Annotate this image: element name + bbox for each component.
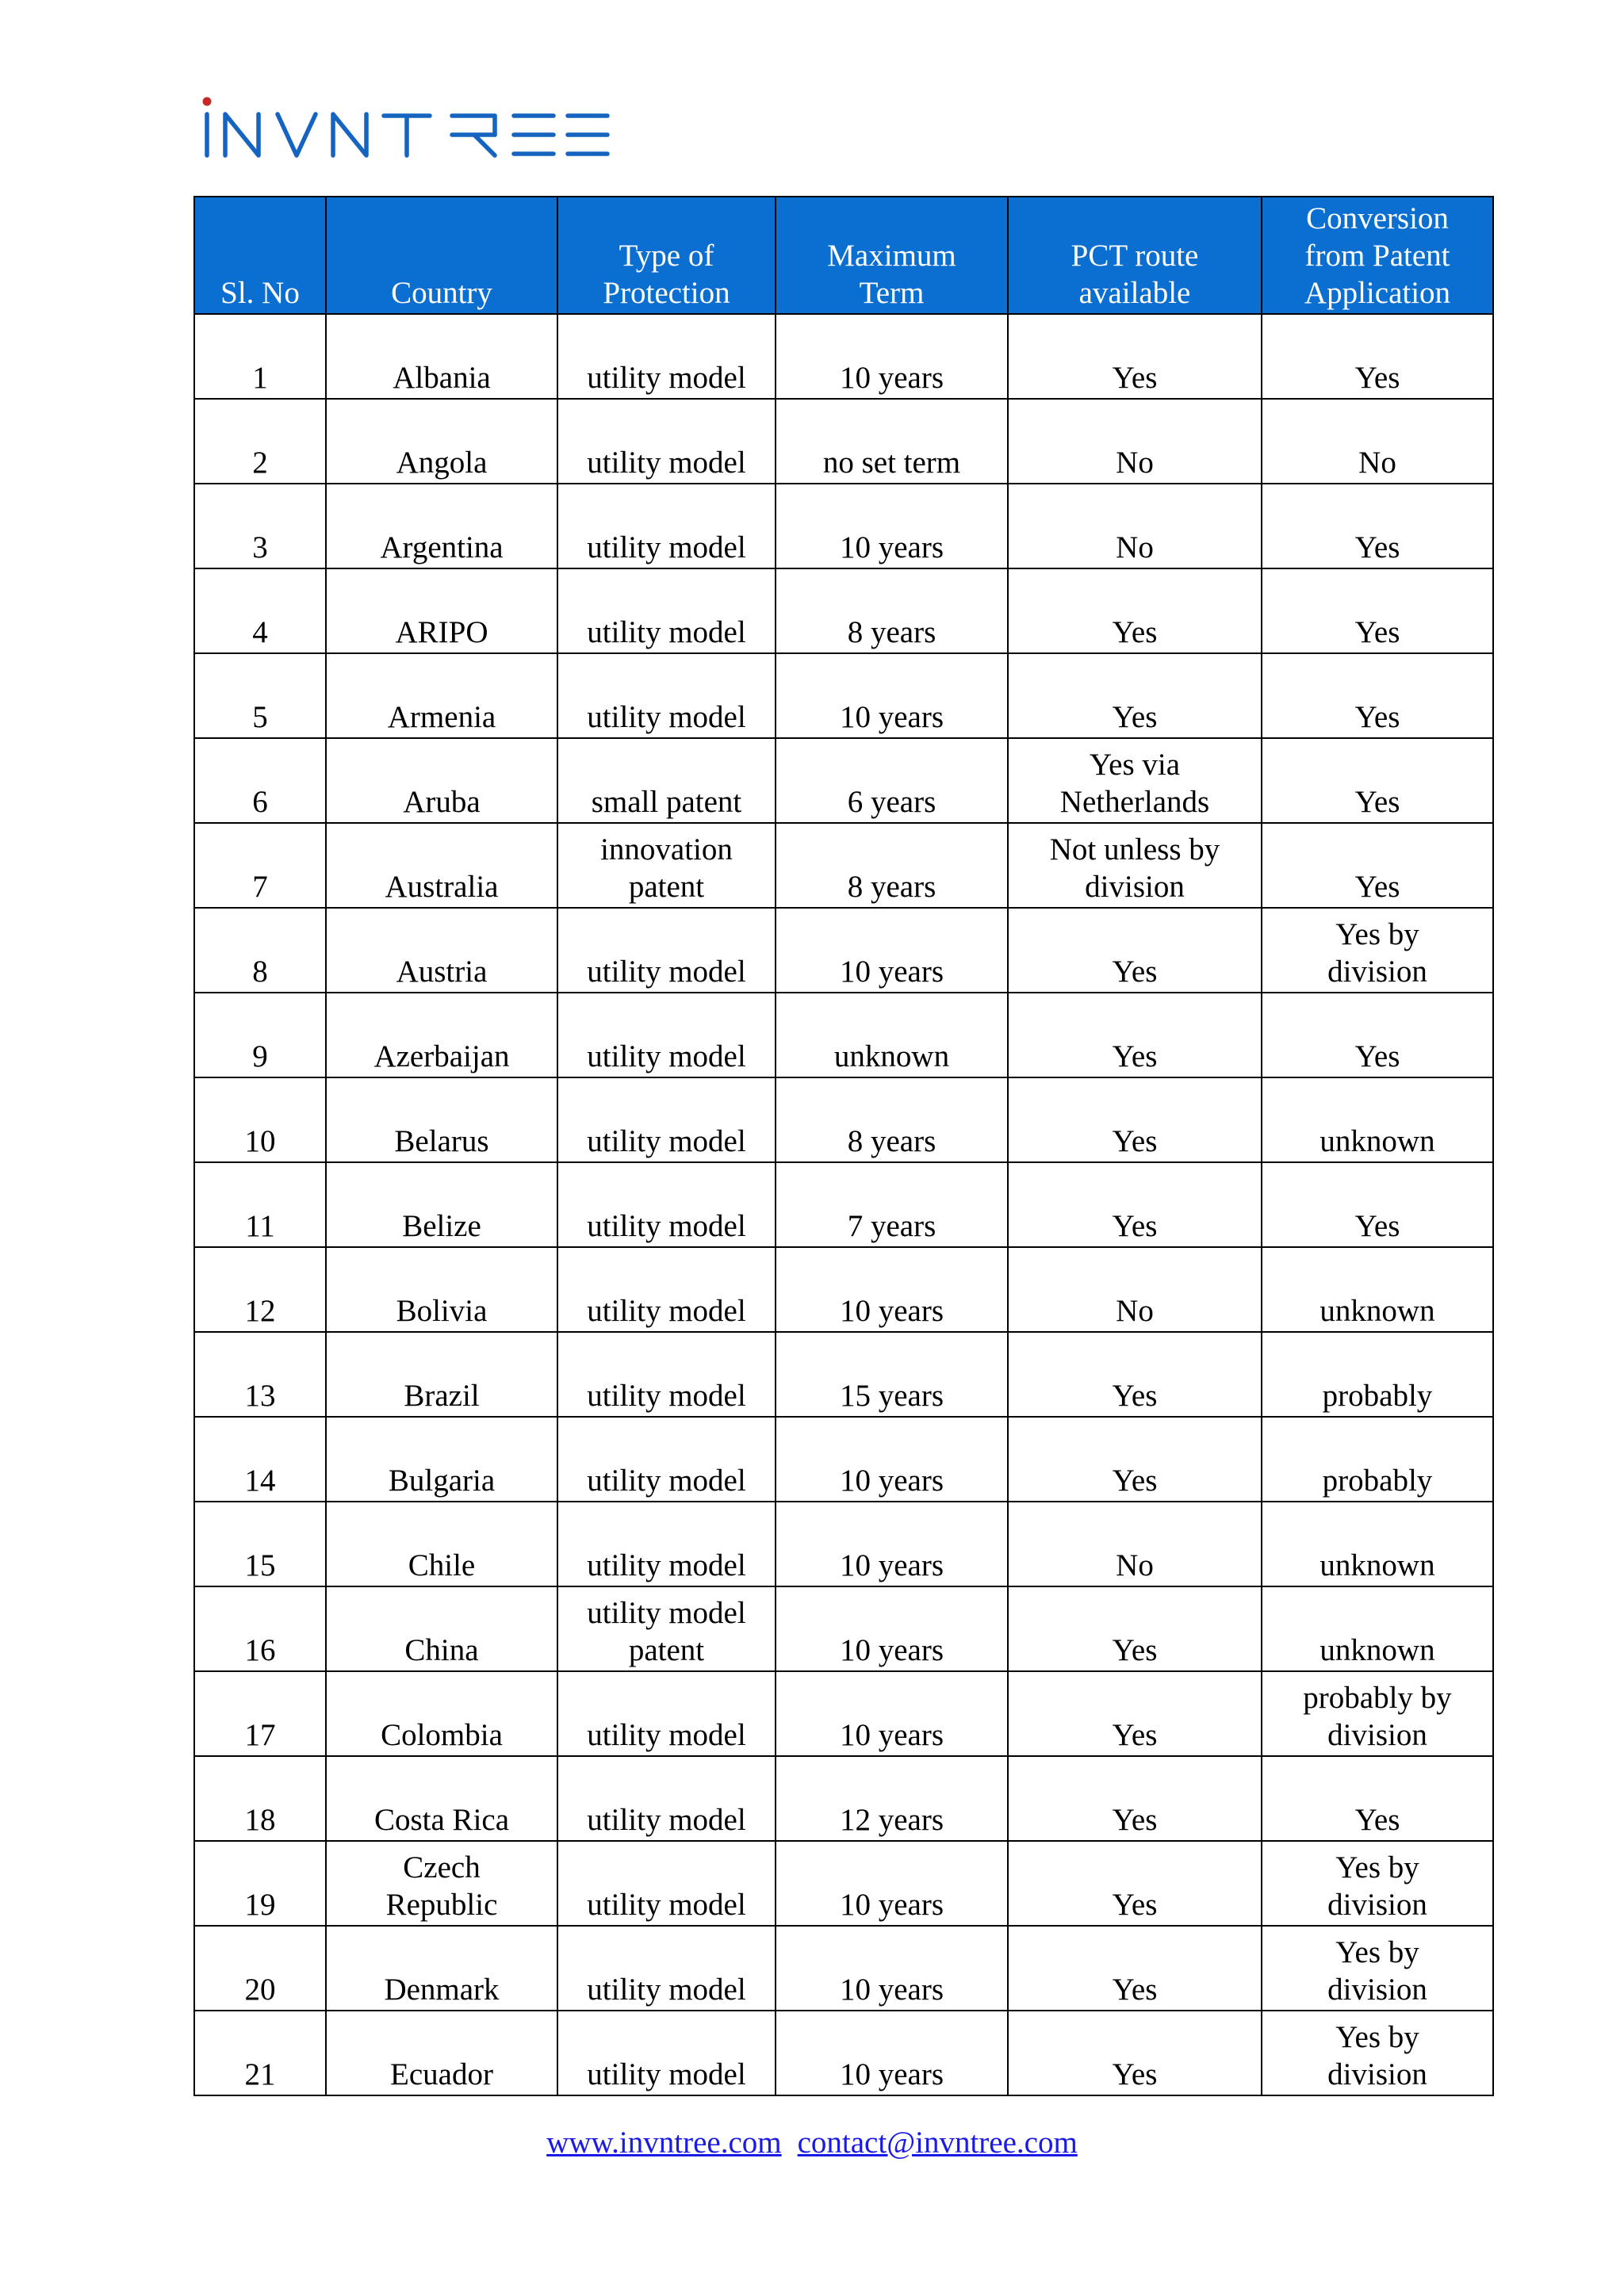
cell-country: Armenia <box>326 653 557 738</box>
cell-conversion: Yes <box>1262 1162 1493 1247</box>
cell-country: Austria <box>326 908 557 993</box>
header-country: Country <box>326 197 557 314</box>
cell-conversion: Yes by division <box>1262 1926 1493 2011</box>
table-row <box>194 1332 1493 1417</box>
cell-sl-no: 7 <box>194 823 326 908</box>
cell-conversion: unknown <box>1262 1502 1493 1586</box>
invntree-logo-icon <box>200 94 612 165</box>
cell-term: 10 years <box>776 653 1008 738</box>
cell-sl-no: 21 <box>194 2011 326 2095</box>
cell-country: Czech Republic <box>326 1841 557 1926</box>
cell-term: 10 years <box>776 908 1008 993</box>
cell-term: 12 years <box>776 1756 1008 1841</box>
cell-term: unknown <box>776 993 1008 1077</box>
cell-pct: Yes <box>1008 653 1262 738</box>
table-row <box>194 823 1493 908</box>
cell-pct: Yes <box>1008 1841 1262 1926</box>
utility-model-table <box>193 196 1494 2096</box>
cell-sl-no: 3 <box>194 484 326 568</box>
cell-type: small patent <box>557 738 776 823</box>
cell-term: 10 years <box>776 484 1008 568</box>
cell-country: Ecuador <box>326 2011 557 2095</box>
cell-country: Albania <box>326 314 557 399</box>
cell-pct: Yes <box>1008 1417 1262 1502</box>
cell-country: Aruba <box>326 738 557 823</box>
cell-sl-no: 18 <box>194 1756 326 1841</box>
cell-conversion: Yes <box>1262 314 1493 399</box>
cell-term: 10 years <box>776 1926 1008 2011</box>
page-footer <box>0 2125 1624 2160</box>
table-row <box>194 908 1493 993</box>
header-conversion: Conversion from Patent Application <box>1262 197 1493 314</box>
cell-conversion: Yes <box>1262 653 1493 738</box>
cell-sl-no: 11 <box>194 1162 326 1247</box>
cell-sl-no: 2 <box>194 399 326 484</box>
cell-pct: Yes <box>1008 993 1262 1077</box>
table-row <box>194 1926 1493 2011</box>
cell-type: utility model <box>557 1926 776 2011</box>
header-type-of-protection: Type of Protection <box>557 197 776 314</box>
cell-pct: No <box>1008 484 1262 568</box>
cell-term: 10 years <box>776 1502 1008 1586</box>
cell-term: 6 years <box>776 738 1008 823</box>
cell-sl-no: 6 <box>194 738 326 823</box>
table-row <box>194 1247 1493 1332</box>
cell-type: utility model <box>557 993 776 1077</box>
cell-type: utility model <box>557 1077 776 1162</box>
cell-term: 10 years <box>776 1671 1008 1756</box>
cell-sl-no: 14 <box>194 1417 326 1502</box>
header-maximum-term: Maximum Term <box>776 197 1008 314</box>
cell-pct: Yes via Netherlands <box>1008 738 1262 823</box>
cell-type: utility model <box>557 1417 776 1502</box>
cell-type: utility model <box>557 1841 776 1926</box>
cell-country: Bulgaria <box>326 1417 557 1502</box>
cell-pct: No <box>1008 1247 1262 1332</box>
cell-pct: Yes <box>1008 568 1262 653</box>
table-row <box>194 653 1493 738</box>
cell-term: 10 years <box>776 1417 1008 1502</box>
cell-conversion: Yes <box>1262 568 1493 653</box>
cell-pct: Yes <box>1008 1077 1262 1162</box>
cell-country: Belize <box>326 1162 557 1247</box>
cell-conversion: No <box>1262 399 1493 484</box>
cell-pct: Yes <box>1008 1162 1262 1247</box>
cell-pct: Yes <box>1008 1756 1262 1841</box>
cell-pct: Yes <box>1008 1332 1262 1417</box>
cell-term: 7 years <box>776 1162 1008 1247</box>
cell-type: utility model <box>557 1247 776 1332</box>
header-sl-no: Sl. No <box>194 197 326 314</box>
cell-pct: Yes <box>1008 1671 1262 1756</box>
cell-pct: Yes <box>1008 1586 1262 1671</box>
table-row <box>194 314 1493 399</box>
cell-sl-no: 12 <box>194 1247 326 1332</box>
cell-term: 8 years <box>776 568 1008 653</box>
website-link[interactable]: www.invntree.com <box>546 2126 782 2160</box>
cell-pct: Yes <box>1008 908 1262 993</box>
cell-country: Costa Rica <box>326 1756 557 1841</box>
cell-pct: Yes <box>1008 1926 1262 2011</box>
header-pct-route: PCT route available <box>1008 197 1262 314</box>
table-header-row <box>194 197 1493 314</box>
cell-type: utility model <box>557 399 776 484</box>
cell-type: utility model <box>557 1671 776 1756</box>
table-row <box>194 993 1493 1077</box>
cell-conversion: unknown <box>1262 1247 1493 1332</box>
cell-pct: Yes <box>1008 314 1262 399</box>
cell-country: Australia <box>326 823 557 908</box>
cell-type: utility model <box>557 1502 776 1586</box>
cell-term: 10 years <box>776 2011 1008 2095</box>
cell-country: Chile <box>326 1502 557 1586</box>
cell-conversion: probably <box>1262 1417 1493 1502</box>
cell-country: Angola <box>326 399 557 484</box>
cell-pct: Yes <box>1008 2011 1262 2095</box>
table-row <box>194 1162 1493 1247</box>
cell-conversion: unknown <box>1262 1586 1493 1671</box>
table-row <box>194 1417 1493 1502</box>
cell-term: 8 years <box>776 1077 1008 1162</box>
table-row <box>194 1671 1493 1756</box>
cell-term: 15 years <box>776 1332 1008 1417</box>
cell-conversion: Yes <box>1262 738 1493 823</box>
cell-conversion: Yes by division <box>1262 1841 1493 1926</box>
cell-term: no set term <box>776 399 1008 484</box>
email-link[interactable]: contact@invntree.com <box>797 2126 1078 2160</box>
cell-country: Denmark <box>326 1926 557 2011</box>
cell-type: utility model <box>557 314 776 399</box>
cell-country: ARIPO <box>326 568 557 653</box>
cell-country: Bolivia <box>326 1247 557 1332</box>
cell-term: 10 years <box>776 1841 1008 1926</box>
cell-pct: Not unless by division <box>1008 823 1262 908</box>
table-row <box>194 1841 1493 1926</box>
cell-type: utility model <box>557 1162 776 1247</box>
cell-sl-no: 8 <box>194 908 326 993</box>
cell-sl-no: 13 <box>194 1332 326 1417</box>
cell-sl-no: 19 <box>194 1841 326 1926</box>
cell-type: utility model <box>557 2011 776 2095</box>
cell-sl-no: 15 <box>194 1502 326 1586</box>
table-row <box>194 738 1493 823</box>
table-row <box>194 1756 1493 1841</box>
cell-country: China <box>326 1586 557 1671</box>
cell-conversion: unknown <box>1262 1077 1493 1162</box>
cell-type: utility model <box>557 1332 776 1417</box>
cell-type: innovation patent <box>557 823 776 908</box>
cell-sl-no: 16 <box>194 1586 326 1671</box>
cell-sl-no: 10 <box>194 1077 326 1162</box>
cell-conversion: probably <box>1262 1332 1493 1417</box>
cell-sl-no: 9 <box>194 993 326 1077</box>
company-logo <box>200 94 612 165</box>
cell-sl-no: 5 <box>194 653 326 738</box>
cell-country: Colombia <box>326 1671 557 1756</box>
table-body <box>194 314 1493 2095</box>
cell-country: Argentina <box>326 484 557 568</box>
cell-conversion: Yes by division <box>1262 908 1493 993</box>
cell-pct: No <box>1008 399 1262 484</box>
cell-sl-no: 20 <box>194 1926 326 2011</box>
cell-term: 10 years <box>776 314 1008 399</box>
cell-type: utility model <box>557 484 776 568</box>
table-row <box>194 1077 1493 1162</box>
table-row <box>194 2011 1493 2095</box>
cell-country: Azerbaijan <box>326 993 557 1077</box>
cell-type: utility model <box>557 568 776 653</box>
cell-conversion: Yes by division <box>1262 2011 1493 2095</box>
cell-pct: No <box>1008 1502 1262 1586</box>
table-row <box>194 568 1493 653</box>
table-row <box>194 484 1493 568</box>
cell-conversion: Yes <box>1262 823 1493 908</box>
cell-sl-no: 4 <box>194 568 326 653</box>
cell-type: utility model <box>557 653 776 738</box>
table-row <box>194 1586 1493 1671</box>
cell-type: utility model patent <box>557 1586 776 1671</box>
table-row <box>194 1502 1493 1586</box>
cell-conversion: Yes <box>1262 484 1493 568</box>
cell-term: 10 years <box>776 1247 1008 1332</box>
cell-conversion: probably by division <box>1262 1671 1493 1756</box>
cell-country: Belarus <box>326 1077 557 1162</box>
cell-sl-no: 1 <box>194 314 326 399</box>
table-row <box>194 399 1493 484</box>
cell-type: utility model <box>557 1756 776 1841</box>
cell-term: 8 years <box>776 823 1008 908</box>
cell-conversion: Yes <box>1262 1756 1493 1841</box>
cell-country: Brazil <box>326 1332 557 1417</box>
cell-conversion: Yes <box>1262 993 1493 1077</box>
cell-term: 10 years <box>776 1586 1008 1671</box>
cell-sl-no: 17 <box>194 1671 326 1756</box>
cell-type: utility model <box>557 908 776 993</box>
